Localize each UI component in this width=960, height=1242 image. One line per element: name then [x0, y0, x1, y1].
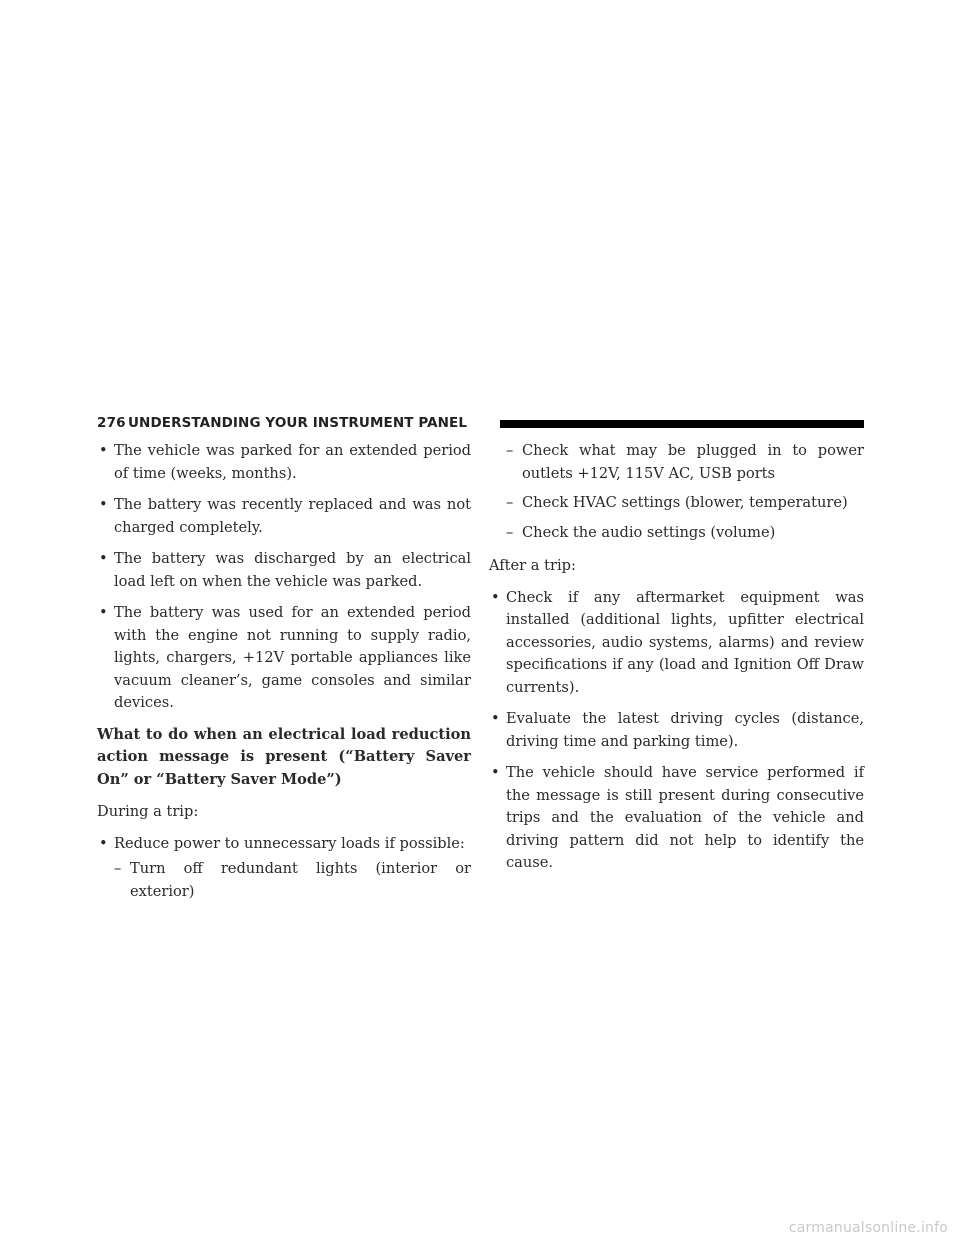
bullet-icon: •	[99, 496, 108, 513]
bullet-icon: •	[99, 604, 108, 621]
header-rule	[500, 420, 864, 428]
list-item-text: The vehicle was parked for an extended period of time (weeks, months).	[114, 442, 471, 482]
list-item	[97, 833, 471, 856]
subheading: What to do when an electrical load reduction action message is present (“Battery Saver On” or “Battery Saver Mode”)	[97, 725, 471, 788]
bullet-icon: •	[99, 550, 108, 567]
list-item	[489, 762, 864, 875]
sub-list-item	[97, 858, 471, 903]
sub-list-item-text: Check the audio settings (volume)	[522, 523, 776, 541]
list-item-text: Reduce power to unnecessary loads if possible:	[114, 834, 465, 852]
dash-icon: –	[506, 494, 514, 511]
bullet-icon: •	[99, 442, 108, 459]
after-trip-label: After a trip:	[489, 557, 576, 574]
list-item-text: The battery was discharged by an electrical load left on when the vehicle was parked.	[114, 550, 471, 590]
list-item	[489, 708, 864, 753]
right-column	[489, 440, 864, 884]
sub-list-item	[489, 492, 864, 515]
list-item-text: The battery was recently replaced and was not charged completely.	[114, 496, 471, 536]
page-header	[97, 414, 864, 434]
bullet-icon: •	[491, 710, 500, 727]
watermark: carmanualsonline.info	[788, 1220, 948, 1236]
list-item	[97, 494, 471, 539]
sub-list-item	[489, 440, 864, 485]
bullet-icon: •	[99, 834, 108, 852]
list-item	[97, 548, 471, 593]
dash-icon: –	[506, 442, 514, 459]
list-item	[489, 587, 864, 700]
sub-list-item-text: Turn off redundant lights (interior or exterior)	[130, 860, 471, 900]
bullet-icon: •	[491, 588, 500, 606]
list-item-text: Check if any aftermarket equipment was installed (additional lights, upfitter electrical accessories, audio systems, alarms) and review specifications if any (load and Ignition Off Draw currents).	[506, 588, 864, 696]
list-item-text: The battery was used for an extended period with the engine not running to supply radio, lights, chargers, +12V portable appliances like vacuum cleaner’s, game consoles and similar devices.	[114, 604, 471, 711]
during-trip-label: During a trip:	[97, 803, 199, 820]
list-item	[97, 602, 471, 715]
left-column	[97, 440, 471, 910]
list-item	[97, 440, 471, 485]
dash-icon: –	[506, 523, 514, 541]
sub-list-item-text: Check HVAC settings (blower, temperature)	[522, 494, 848, 511]
list-item-text: Evaluate the latest driving cycles (distance, driving time and parking time).	[506, 710, 864, 750]
page-number: 276	[97, 415, 126, 431]
sub-list-item-text: Check what may be plugged in to power outlets +12V, 115V AC, USB ports	[522, 442, 864, 482]
section-title: UNDERSTANDING YOUR INSTRUMENT PANEL	[128, 415, 468, 431]
bullet-icon: •	[491, 764, 500, 781]
dash-icon: –	[114, 860, 122, 877]
sub-list-item	[489, 522, 864, 545]
list-item-text: The vehicle should have service performed if the message is still present during consecutive trips and the evaluation of the vehicle and driving pattern did not help to identify the cause.	[506, 764, 864, 871]
